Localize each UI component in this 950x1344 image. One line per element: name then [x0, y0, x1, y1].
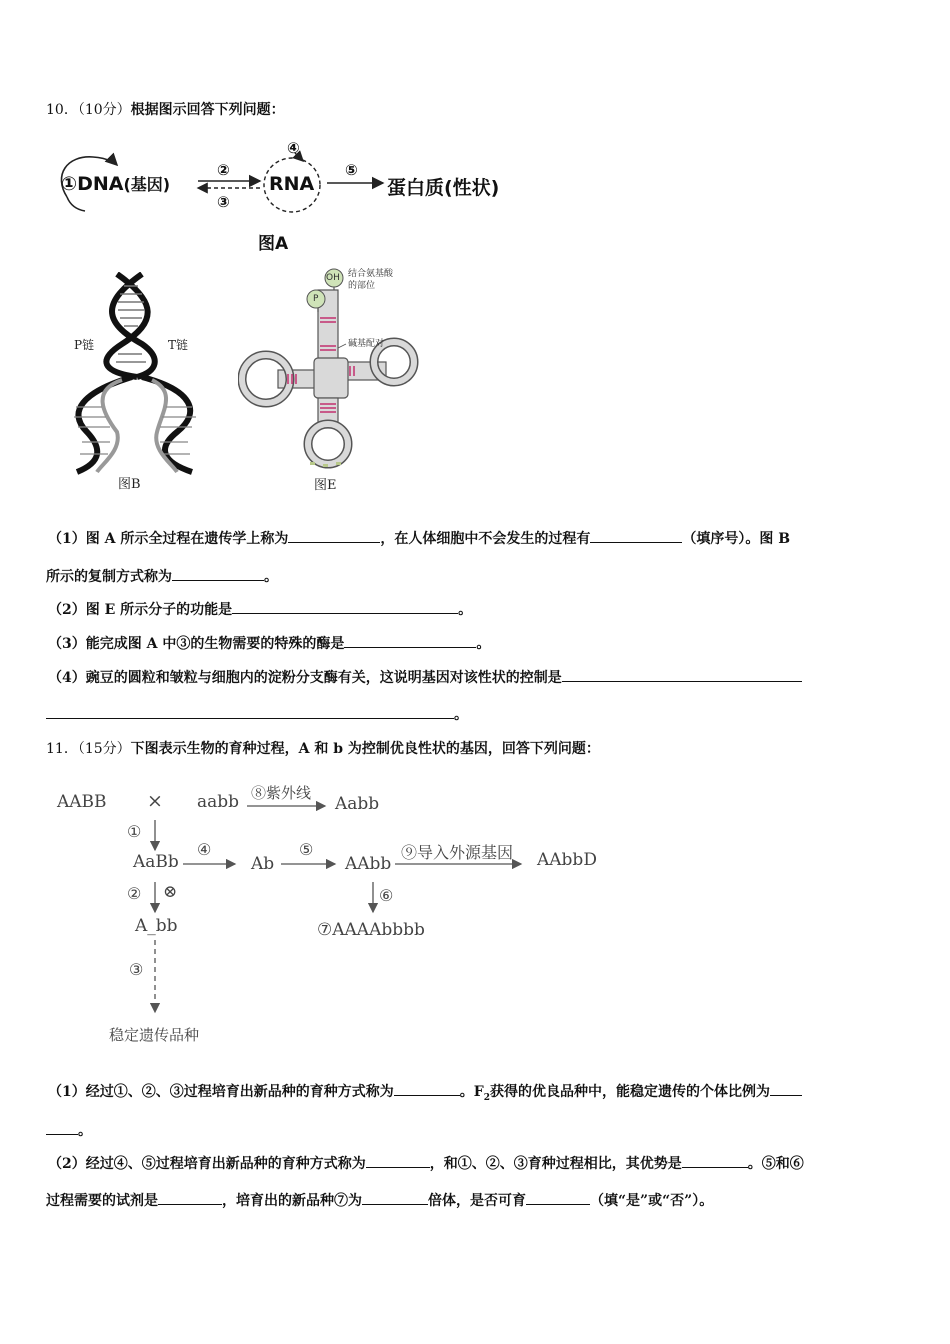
parent-aabb-dominant: AABB	[57, 792, 107, 812]
q10-header	[46, 100, 285, 120]
step-3-label: ③	[217, 193, 230, 211]
stable-variety-label: 稳定遗传品种	[109, 1026, 200, 1044]
step-8-uv: ⑧紫外线	[251, 784, 312, 802]
base-pair-label: 碱基配对	[348, 339, 385, 349]
q10-sub1-line2: 所示的复制方式称为 。	[46, 566, 278, 587]
q10-sub4-line1: （4）豌豆的圆粒和皱粒与细胞内的淀粉分支酶有关，这说明基因对该性状的控制是	[48, 667, 802, 688]
t-chain-label: T链	[168, 338, 189, 352]
figure-e	[238, 262, 428, 497]
f1-aabb: AaBb	[133, 852, 179, 872]
q11-sub2-line1: （2）经过④、⑤过程培育出新品种的育种方式称为 ，和①、②、③育种过程相比，其优势是 。⑤和⑥	[48, 1153, 804, 1174]
q11-sub1-blank2[interactable]	[770, 1081, 802, 1096]
q10-sub4-line2: 。	[46, 704, 468, 725]
q10-sub1-blank1[interactable]	[288, 528, 380, 543]
q11-sub2-line2: 过程需要的试剂是 ，培育出的新品种⑦为 倍体，是否可育 （填“是”或“否”）。	[46, 1190, 713, 1211]
q10-sub4-blank2[interactable]	[46, 704, 454, 719]
dna-helix-drawing	[62, 272, 212, 477]
rna-label: RNA	[269, 173, 315, 195]
q11-sub2-blank1[interactable]	[366, 1153, 430, 1168]
step-5-label: ⑤	[299, 840, 314, 859]
binding-site-label-1: 结合氨基酸	[348, 269, 394, 279]
q11-sub2-blank4[interactable]	[362, 1190, 428, 1205]
dna-label: ①DNA(基因)	[61, 173, 171, 195]
q11-sub1-blank1[interactable]	[394, 1081, 460, 1096]
q10-sub1-blank3[interactable]	[172, 566, 264, 581]
oh-end-label: OH	[326, 273, 340, 283]
f2-a-bb: A_bb	[135, 916, 178, 936]
q10-sub4-blank1[interactable]	[562, 667, 802, 682]
q11-points: （15分）	[77, 741, 131, 757]
figure-b	[62, 272, 212, 497]
q10-sub2-blank[interactable]	[232, 599, 458, 614]
p-chain-label: P链	[74, 338, 95, 352]
q10-sub2: （2）图 E 所示分子的功能是 。	[48, 599, 472, 620]
q11-sub1-line1: （1）经过①、②、③过程培育出新品种的育种方式称为 。$F_2$获得的优良品种中，能稳定遗传的个体比例为	[48, 1081, 802, 1108]
step-2-label: ②	[127, 884, 142, 903]
step-5-label: ⑤	[345, 161, 358, 179]
haploid-ab: Ab	[251, 854, 275, 874]
q11-sub1-line2: 。	[46, 1120, 92, 1141]
parent-aabb-recessive: aabb	[197, 792, 240, 812]
figure-b-caption: 图B	[118, 477, 141, 492]
figure-a	[55, 135, 555, 260]
q11-header	[46, 739, 600, 759]
transgenic-aabbd: AAbbD	[537, 850, 597, 870]
step-9-gene-transfer: ⑨导入外源基因	[401, 843, 514, 862]
binding-site-label-2: 的部位	[348, 281, 376, 291]
figure-e-caption: 图E	[314, 478, 337, 493]
trna-drawing	[238, 262, 428, 472]
q10-sub3-blank[interactable]	[344, 633, 476, 648]
step-2-label: ②	[217, 161, 230, 179]
q10-sub1-blank2[interactable]	[590, 528, 682, 543]
doubled-aabb: AAbb	[345, 854, 392, 874]
cross-symbol: ×	[147, 790, 163, 812]
q11-sub1-blank2-cont[interactable]	[46, 1120, 78, 1135]
protein-label: 蛋白质(性状)	[387, 177, 500, 199]
step-4-label: ④	[197, 840, 212, 859]
step-1-label: ①	[127, 822, 142, 841]
q10-sub1-line1: （1）图 A 所示全过程在遗传学上称为 ，在人体细胞中不会发生的过程有 （填序号）。图 B	[48, 528, 790, 549]
breeding-arrows	[55, 780, 615, 1050]
step-3-label: ③	[129, 960, 144, 979]
mutant-aabb: Aabb	[335, 794, 380, 814]
figure-a-caption: 图A	[258, 234, 289, 254]
q11-sub2-blank5[interactable]	[526, 1190, 590, 1205]
selfing-symbol: ⊗	[163, 882, 178, 902]
q10-stem: 根据图示回答下列问题：	[130, 102, 285, 118]
step-6-label: ⑥	[379, 886, 394, 905]
q11-number: 11．	[46, 741, 78, 757]
breeding-diagram	[55, 780, 615, 1050]
q11-stem: 下图表示生物的育种过程，A 和 b 为控制优良性状的基因，回答下列问题：	[130, 741, 600, 757]
q10-points: （10分）	[77, 102, 131, 118]
step-4-label: ④	[287, 139, 300, 157]
p-end-label: P	[313, 294, 319, 304]
q11-sub2-blank3[interactable]	[158, 1190, 222, 1205]
q11-sub2-blank2[interactable]	[682, 1153, 748, 1168]
q10-number: 10．	[46, 102, 78, 118]
q10-sub3: （3）能完成图 A 中③的生物需要的特殊的酶是 。	[48, 633, 490, 654]
step-7-tetraploid: ⑦AAAAbbbb	[317, 920, 425, 940]
